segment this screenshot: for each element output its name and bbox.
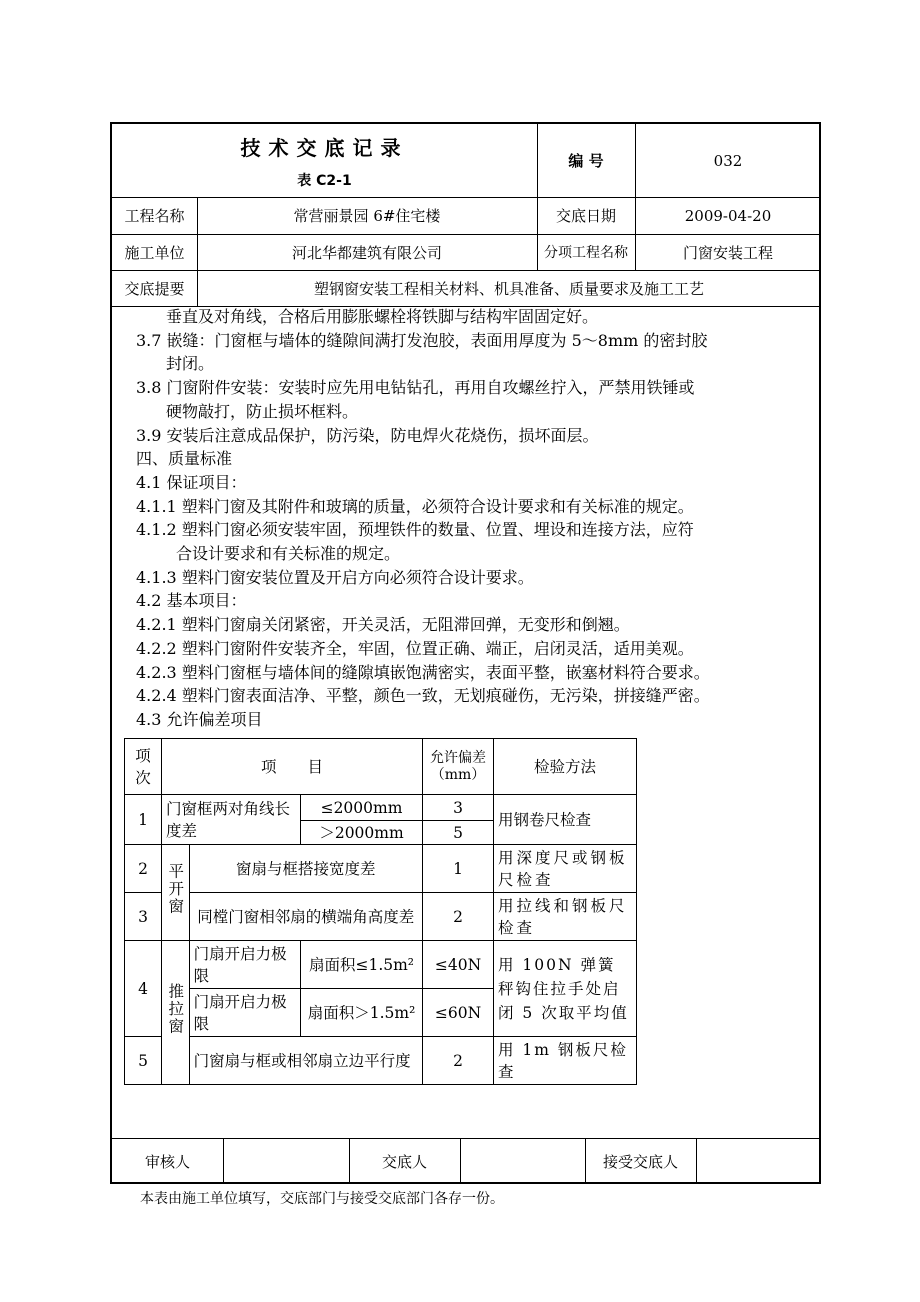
col-allow-header: 允许偏差（mm） <box>423 739 494 795</box>
unit-label: 施工单位 <box>124 243 185 262</box>
table-row <box>125 845 637 893</box>
method-cell: 用 1m 钢板尺检查 <box>494 1037 637 1085</box>
subproject-value: 门窗安装工程 <box>682 243 773 262</box>
discloser-label: 交底人 <box>381 1152 427 1171</box>
col-seq-header: 项次 <box>125 739 162 795</box>
body-line: 垂直及对角线，合格后用膨胀螺栓将铁脚与结构牢固固定好。 <box>166 307 599 326</box>
body-line: 4.1.1 塑料门窗及其附件和玻璃的质量，必须符合设计要求和有关标准的规定。 <box>136 496 694 516</box>
allow-cell: 2 <box>423 893 494 941</box>
seq-cell: 5 <box>125 1037 162 1085</box>
condition-cell: ＞2000mm <box>301 821 423 845</box>
subproject-label: 分项工程名称 <box>544 245 628 261</box>
body-line: 3.7 嵌缝：门窗框与墙体的缝隙间满打发泡胶，表面用厚度为 5～8mm 的密封胶 <box>136 330 708 350</box>
body-line: 硬物敲打，防止损坏框料。 <box>166 401 359 421</box>
body-line: 4.1.2 塑料门窗必须安装牢固，预埋铁件的数量、位置、埋设和连接方法，应符 <box>136 520 694 540</box>
method-cell: 用拉线和钢板尺检查 <box>494 893 637 941</box>
item-cell: 门窗扇与框或相邻扇立边平行度 <box>189 1037 422 1085</box>
allow-cell: 5 <box>423 821 494 845</box>
date-value: 2009-04-20 <box>684 206 772 225</box>
table-row <box>125 893 637 941</box>
table-header-row <box>125 739 637 795</box>
divider <box>460 1138 461 1184</box>
project-value: 常营丽景园 6#住宅楼 <box>293 207 441 225</box>
allow-cell: ≤60N <box>423 989 494 1037</box>
disclosure-body <box>136 305 796 732</box>
body-line: 4.3 允许偏差项目 <box>136 709 263 729</box>
group-label: 平开窗 <box>166 863 185 916</box>
seq-cell: 3 <box>125 893 162 941</box>
condition-cell: 扇面积＞1.5m² <box>301 989 423 1037</box>
body-line: 4.2.2 塑料门窗附件安装齐全，牢固，位置正确、端正，启闭灵活，适用美观。 <box>136 638 694 658</box>
unit-value: 河北华都建筑有限公司 <box>291 243 442 262</box>
body-line: 4.2 基本项目： <box>136 591 247 611</box>
deviation-table <box>124 738 637 1085</box>
method-cell: 用深度尺或钢板尺检查 <box>494 845 637 893</box>
body-line: 封闭。 <box>166 354 215 374</box>
group-label: 推拉窗 <box>166 983 185 1036</box>
number-label: 编 号 <box>568 152 604 170</box>
summary-value: 塑钢窗安装工程相关材料、机具准备、质量要求及施工工艺 <box>313 279 704 298</box>
body-line: 4.1.3 塑料门窗安装位置及开启方向必须符合设计要求。 <box>136 567 534 587</box>
method-cell: 用 100N 弹簧秤钩住拉手处启闭 5 次取平均值 <box>494 941 637 1037</box>
allow-cell: 1 <box>423 845 494 893</box>
body-line: 3.8 门窗附件安装：安装时应先用电钻钻孔，再用自攻螺丝拧入，严禁用铁锤或 <box>136 378 695 398</box>
group-cell-slide <box>162 941 190 1085</box>
divider <box>696 1138 697 1184</box>
receiver-label: 接受交底人 <box>602 1152 678 1171</box>
item-cell: 门扇开启力极限 <box>189 941 300 989</box>
footer-note: 本表由施工单位填写，交底部门与接受交底部门各存一份。 <box>140 1191 504 1207</box>
group-cell-open <box>162 845 190 941</box>
col-method-header: 检验方法 <box>494 739 637 795</box>
condition-cell: 扇面积≤1.5m² <box>301 941 423 989</box>
reviewer-label: 审核人 <box>144 1152 190 1171</box>
item-cell: 门扇开启力极限 <box>189 989 300 1037</box>
section-heading: 四、质量标准 <box>136 449 233 469</box>
number-value: 032 <box>713 151 743 170</box>
form-number: 表 C2-1 <box>297 173 352 189</box>
table-row <box>125 941 637 989</box>
body-line: 4.2.1 塑料门窗扇关闭紧密，开关灵活，无阻滞回弹，无变形和倒翘。 <box>136 615 630 635</box>
divider <box>223 1138 224 1184</box>
allow-cell: ≤40N <box>423 941 494 989</box>
page-title: 技术交底记录 <box>240 135 409 160</box>
date-label: 交底日期 <box>555 207 616 225</box>
body-line: 4.2.4 塑料门窗表面洁净、平整，颜色一致，无划痕碰伤，无污染，拼接缝严密。 <box>136 686 710 706</box>
item-cell: 门窗框两对角线长度差 <box>162 795 301 845</box>
summary-label: 交底提要 <box>124 279 185 298</box>
method-cell: 用钢卷尺检查 <box>494 795 637 845</box>
seq-cell: 2 <box>125 845 162 893</box>
body-line: 4.2.3 塑料门窗框与墙体间的缝隙填嵌饱满密实，表面平整，嵌塞材料符合要求。 <box>136 662 710 682</box>
table-row <box>125 1037 637 1085</box>
table-row <box>125 795 637 821</box>
body-line: 合设计要求和有关标准的规定。 <box>176 544 401 564</box>
seq-cell: 1 <box>125 795 162 845</box>
col-item-header: 项 目 <box>162 739 423 795</box>
seq-cell: 4 <box>125 941 162 1037</box>
body-line: 4.1 保证项目： <box>136 472 247 492</box>
condition-cell: ≤2000mm <box>301 795 423 821</box>
item-cell: 窗扇与框搭接宽度差 <box>189 845 422 893</box>
allow-cell: 2 <box>423 1037 494 1085</box>
project-label: 工程名称 <box>124 207 185 225</box>
item-cell: 同樘门窗相邻扇的横端角高度差 <box>189 893 422 941</box>
body-line: 3.9 安装后注意成品保护，防污染，防电焊火花烧伤，损坏面层。 <box>136 425 599 445</box>
allow-cell: 3 <box>423 795 494 821</box>
